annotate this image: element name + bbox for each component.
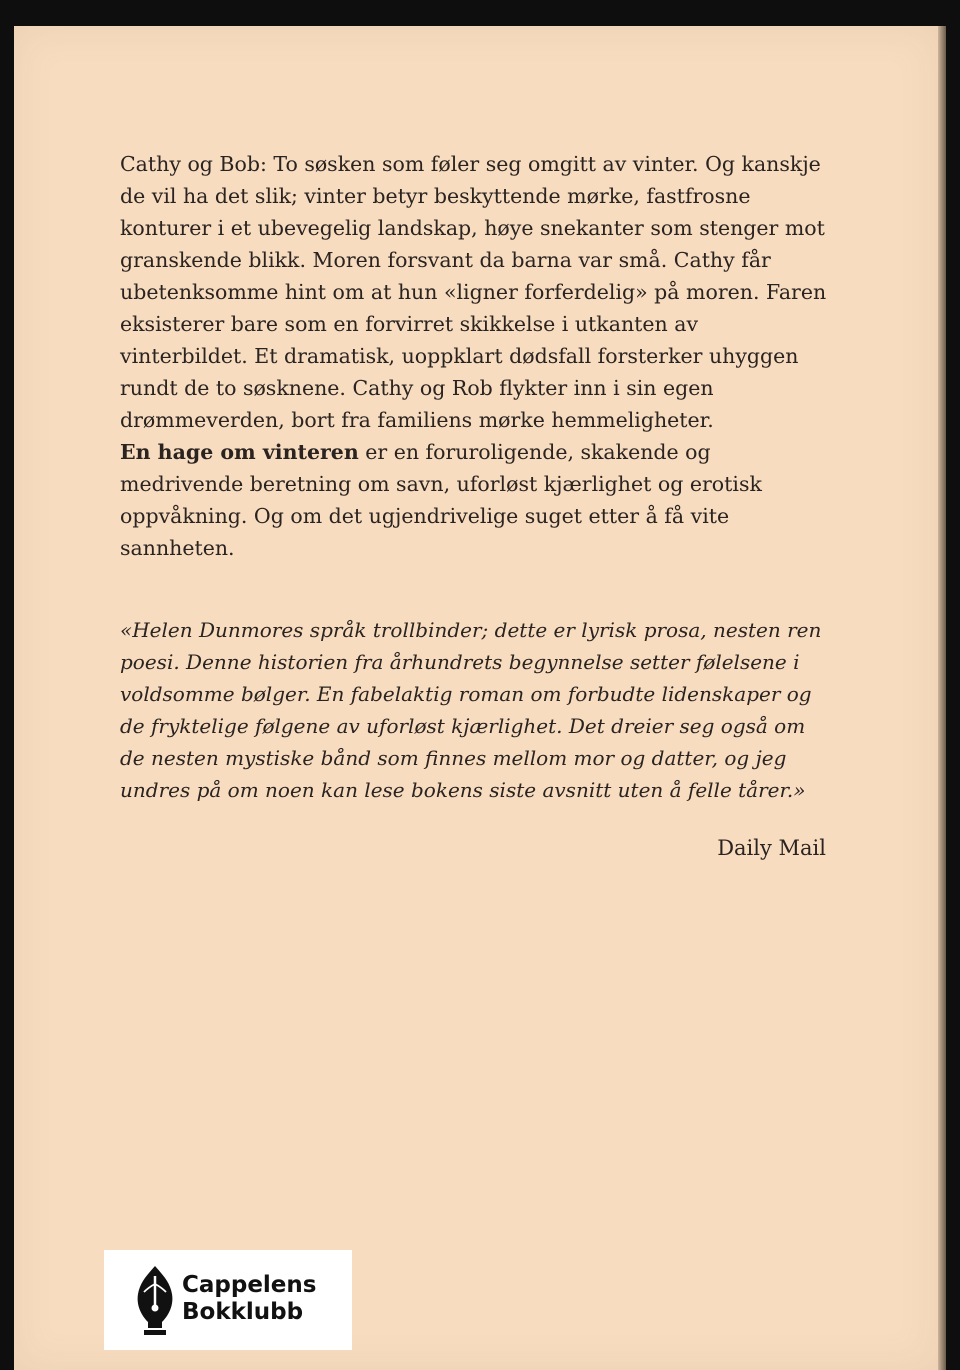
- review-quote: «Helen Dunmores språk trollbinder; dette er lyrisk prosa, nesten ren poesi. Denne historien fra århundrets begynnelse setter følelsene i voldsomme bølger. En fabelaktig roman om forbudte lidenskaper og de fryktelige følgene av uforløst kjærlighet. Det dreier seg også om de nesten mystiske bånd som finnes mellom mor og datter, og jeg undres på om noen kan lese bokens siste avsnitt uten å felle tårer.»: [120, 618, 822, 802]
- publisher-name: [182, 1272, 316, 1326]
- synopsis-paragraph-1: Cathy og Bob: To søsken som føler seg omgitt av vinter. Og kanskje de vil ha det slik; vinter betyr beskyttende mørke, fastfrosne konturer i et ubevegelig landskap, høye snekanter som stenger mot granskende blikk. Moren forsvant da barna var små. Cathy får ubetenksomme hint om at hun «ligner forferdelig» på moren. Faren eksisterer bare som en forvirret skikkelse i utkanten av vinterbildet. Et dramatisk, uoppklart dødsfall forsterker uhyggen rundt de to søsknene. Cathy og Rob flykter inn i sin egen drømmeverden, bort fra familiens mørke hemmeligheter.: [120, 152, 827, 432]
- synopsis-paragraph-2: [120, 436, 830, 564]
- publisher-logo-sticker: [104, 1250, 352, 1350]
- review-source: Daily Mail: [717, 836, 826, 860]
- synopsis-paragraph-2-text: er en foruroligende, skakende og medrivende beretning om savn, uforløst kjærlighet og erotisk oppvåkning. Og om det ugjendrivelige suget etter å få vite sannheten.: [120, 440, 762, 560]
- fountain-pen-nib-icon: [126, 1262, 184, 1340]
- publisher-name-line-2: Bokklubb: [182, 1299, 304, 1325]
- synopsis: [120, 148, 830, 564]
- publisher-name-line-1: Cappelens: [182, 1272, 317, 1298]
- cover-spine-edge: [938, 26, 946, 1370]
- book-title-phrase: En hage om vinteren: [120, 440, 359, 464]
